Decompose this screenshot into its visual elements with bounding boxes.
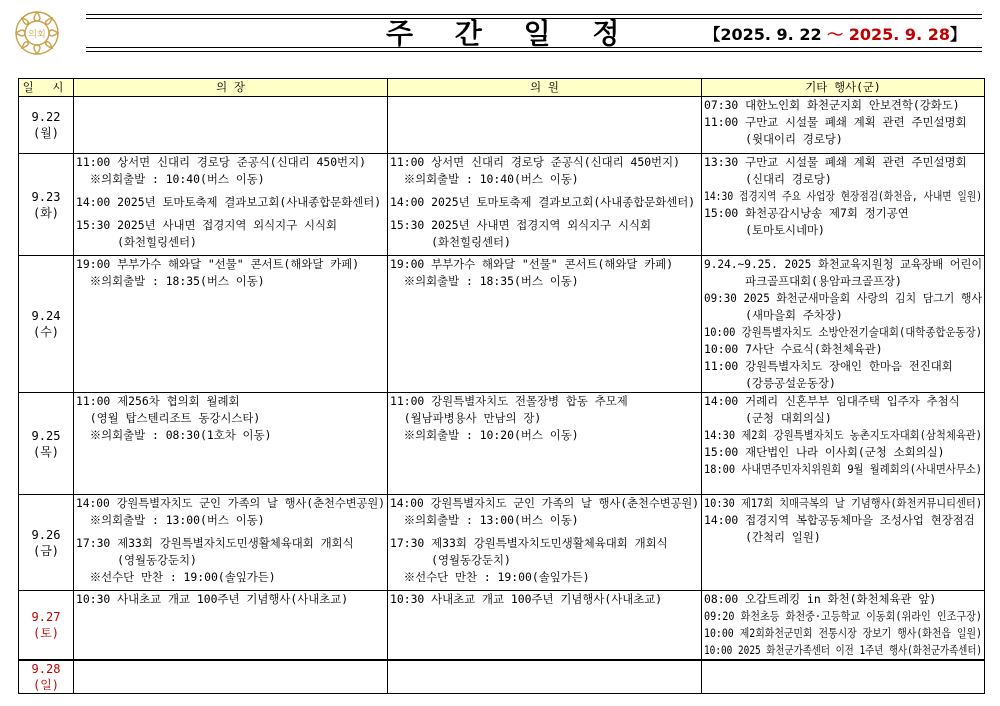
schedule-entry: 15:00 화천공감시낭송 제7회 정기공연 [704, 206, 909, 220]
period-start: 2025. 9. 22 [720, 25, 822, 44]
schedule-entry: 9.24.~9.25. 2025 화천교육지원청 교육장배 어린이 [704, 257, 983, 271]
table-header-row [19, 79, 985, 97]
schedule-entry: (새마을회 주차장) [704, 308, 843, 322]
schedule-entry: ※선수단 만찬 : 19:00(솔잎가든) [76, 570, 276, 584]
schedule-entry: ※의회출발 : 10:40(버스 이동) [390, 172, 579, 186]
weekday-label: (화) [32, 205, 60, 220]
schedule-entry: (윗대이리 경로당) [704, 132, 843, 146]
schedule-entry: 14:30 제2회 강원특별자치도 농촌지도자대회(삼척체육관) [704, 428, 983, 442]
other-schedule-cell [702, 495, 985, 591]
member-schedule-cell [388, 154, 702, 256]
schedule-entry: 10:00 제2회화천군민회 전통시장 장보기 행사(화천읍 일원) [704, 626, 982, 640]
period-separator: ～ [821, 25, 849, 44]
column-header-member: 의 원 [388, 79, 702, 97]
member-schedule-cell [388, 97, 702, 154]
date-label: 9.25 [31, 428, 61, 443]
schedule-entry: 17:30 제33회 강원특별자치도민생활체육대회 개회식 [390, 536, 668, 550]
member-schedule-cell [388, 660, 702, 694]
chair-schedule-cell [74, 660, 388, 694]
schedule-entry: 15:30 2025년 사내면 접경지역 외식지구 시식회 [390, 218, 652, 232]
schedule-entry: 10:00 강원특별자치도 소방안전기술대회(대학종합운동장) [704, 325, 982, 339]
other-schedule-cell [702, 97, 985, 154]
page-title: 주 간 일 정 [386, 17, 636, 50]
schedule-entry: 07:30 대한노인회 화천군지회 안보견학(강화도) [704, 98, 960, 112]
schedule-entry: 10:00 7사단 수료식(화천체육관) [704, 342, 883, 356]
schedule-entry: (화천힐링센터) [390, 235, 511, 249]
schedule-period [704, 24, 966, 46]
schedule-entry: 14:30 접경지역 주요 사업장 현장점검(화천읍, 사내면 일원) [704, 189, 983, 203]
date-label: 9.24 [31, 309, 61, 323]
schedule-entry: (영월 탑스텐리조트 동강시스타) [76, 411, 261, 425]
schedule-entry: ※의회출발 : 10:40(버스 이동) [76, 172, 265, 186]
chair-schedule-cell [74, 495, 388, 591]
schedule-entry: 15:30 2025년 사내면 접경지역 외식지구 시식회 [76, 218, 338, 232]
schedule-entry: ※선수단 만찬 : 19:00(솔잎가든) [390, 570, 590, 584]
date-cell [19, 256, 74, 393]
date-cell [19, 393, 74, 495]
schedule-entry: 14:00 강원특별자치도 군인 가족의 날 행사(춘천수변공원) [76, 496, 385, 510]
date-label: 9.22 [31, 110, 61, 124]
other-schedule-cell [702, 154, 985, 256]
date-label: 9.26 [31, 527, 61, 542]
schedule-entry: ※의회출발 : 13:00(버스 이동) [76, 513, 265, 527]
date-cell [19, 154, 74, 256]
schedule-row [19, 97, 985, 154]
column-header-other: 기타 행사(군) [702, 79, 985, 97]
schedule-entry: (신대리 경로당) [704, 172, 832, 186]
column-header-chair: 의 장 [74, 79, 388, 97]
schedule-entry: 19:00 부부가수 해와달 "선물" 콘서트(해와달 카페) [390, 257, 674, 271]
chair-schedule-cell [74, 154, 388, 256]
header [0, 0, 1000, 72]
schedule-entry: 09:30 2025 화천군새마을회 사랑의 김치 담그기 행사 [704, 291, 983, 305]
date-cell [19, 97, 74, 154]
schedule-rows [19, 97, 985, 694]
member-schedule-cell [388, 256, 702, 393]
schedule-entry: 11:00 강원특별자치도 장애인 한마음 전진대회 [704, 359, 953, 373]
column-header-datetime: 일 시 [19, 79, 74, 97]
schedule-entry: ※의회출발 : 08:30(1호차 이동) [76, 428, 272, 442]
schedule-entry: (화천힐링센터) [76, 235, 197, 249]
period-close-bracket: 】 [949, 25, 966, 44]
schedule-entry: (월남파병용사 만남의 장) [390, 411, 542, 425]
schedule-entry: (군청 대회의실) [704, 411, 832, 425]
schedule-entry: 15:00 재단법인 나라 이사회(군청 소회의실) [704, 445, 945, 459]
schedule-row [19, 660, 985, 694]
period-open-bracket: 【 [704, 25, 721, 44]
chair-schedule-cell [74, 591, 388, 661]
other-schedule-cell [702, 256, 985, 393]
schedule-entry: 11:00 구만교 시설물 폐쇄 계획 관련 주민설명회 [704, 115, 967, 129]
schedule-entry: 14:00 강원특별자치도 군인 가족의 날 행사(춘천수변공원) [390, 496, 699, 510]
date-cell [19, 495, 74, 591]
chair-schedule-cell [74, 393, 388, 495]
other-schedule-cell [702, 660, 985, 694]
member-schedule-cell [388, 393, 702, 495]
schedule-entry: 13:30 구만교 시설물 폐쇄 계획 관련 주민설명회 [704, 155, 967, 169]
chair-schedule-cell [74, 256, 388, 393]
schedule-entry: (토마토시네마) [704, 223, 825, 237]
schedule-entry: 14:00 거례리 신혼부부 임대주택 입주자 추첨식 [704, 394, 960, 408]
schedule-entry: 18:00 사내면주민자치위원회 9월 월례회의(사내면사무소) [704, 462, 983, 476]
date-label: 9.23 [31, 189, 61, 204]
date-cell [19, 660, 74, 694]
other-schedule-cell [702, 393, 985, 495]
schedule-entry: 09:20 화천초등 화천중·고등학교 이동회(위라인 인조구장) [704, 609, 982, 623]
schedule-row [19, 154, 985, 256]
schedule-entry: 11:00 강원특별자치도 전몰장병 합동 추모제 [390, 394, 628, 408]
schedule-entry: ※의회출발 : 13:00(버스 이동) [390, 513, 579, 527]
member-schedule-cell [388, 591, 702, 661]
schedule-row [19, 591, 985, 661]
schedule-entry: 11:00 상서면 신대리 경로당 준공식(신대리 450번지) [76, 155, 366, 169]
schedule-entry: 08:00 오갑트레킹 in 화천(화천체육관 앞) [704, 592, 937, 606]
member-schedule-cell [388, 495, 702, 591]
date-label: 9.27 [31, 610, 61, 624]
schedule-row [19, 256, 985, 393]
date-cell [19, 591, 74, 661]
schedule-entry: (강릉공설운동장) [704, 376, 836, 390]
chair-schedule-cell [74, 97, 388, 154]
schedule-entry: ※의회출발 : 10:20(버스 이동) [390, 428, 579, 442]
other-schedule-cell [702, 591, 985, 661]
weekday-label: (토) [32, 626, 60, 640]
schedule-entry: 11:00 상서면 신대리 경로당 준공식(신대리 450번지) [390, 155, 680, 169]
weekday-label: (목) [32, 444, 60, 459]
logo-text: 의회 [28, 30, 46, 40]
schedule-entry: 파크골프대회(용암파크골프장) [704, 274, 902, 288]
schedule-entry: (영월동강둔치) [390, 553, 511, 567]
schedule-entry: ※의회출발 : 18:35(버스 이동) [76, 274, 265, 288]
schedule-row [19, 393, 985, 495]
schedule-entry: 14:00 접경지역 복합공동체마을 조성사업 현장점검 [704, 513, 975, 527]
weekday-label: (일) [32, 678, 60, 692]
schedule-entry: 10:30 제17회 치매극복의 날 기념행사(화천커뮤니티센터) [704, 496, 982, 510]
period-end: 2025. 9. 28 [848, 25, 950, 44]
schedule-row [19, 495, 985, 591]
weekday-label: (월) [32, 126, 60, 140]
schedule-entry: 11:00 제256차 협의회 월례회 [76, 394, 240, 408]
schedule-entry: 14:00 2025년 토마토축제 결과보고회(사내종합문화센터) [390, 195, 696, 209]
schedule-entry: 10:00 2025 화천군가족센터 이전 1주년 행사(화천군가족센터) [704, 643, 983, 657]
weekday-label: (수) [32, 325, 60, 339]
schedule-entry: 19:00 부부가수 해와달 "선물" 콘서트(해와달 카페) [76, 257, 360, 271]
weekly-schedule-table [18, 78, 985, 694]
schedule-entry: (영월동강둔치) [76, 553, 197, 567]
schedule-entry: 10:30 사내초교 개교 100주년 기념행사(사내초교) [76, 592, 349, 606]
weekday-label: (금) [32, 543, 60, 558]
title-box [86, 14, 982, 52]
schedule-entry: 17:30 제33회 강원특별자치도민생활체육대회 개회식 [76, 536, 354, 550]
schedule-entry: 10:30 사내초교 개교 100주년 기념행사(사내초교) [390, 592, 663, 606]
date-label: 9.28 [31, 662, 61, 676]
schedule-entry: ※의회출발 : 18:35(버스 이동) [390, 274, 579, 288]
council-emblem-icon [14, 10, 60, 56]
schedule-entry: 14:00 2025년 토마토축제 결과보고회(사내종합문화센터) [76, 195, 382, 209]
schedule-entry: (간척리 일원) [704, 530, 821, 544]
